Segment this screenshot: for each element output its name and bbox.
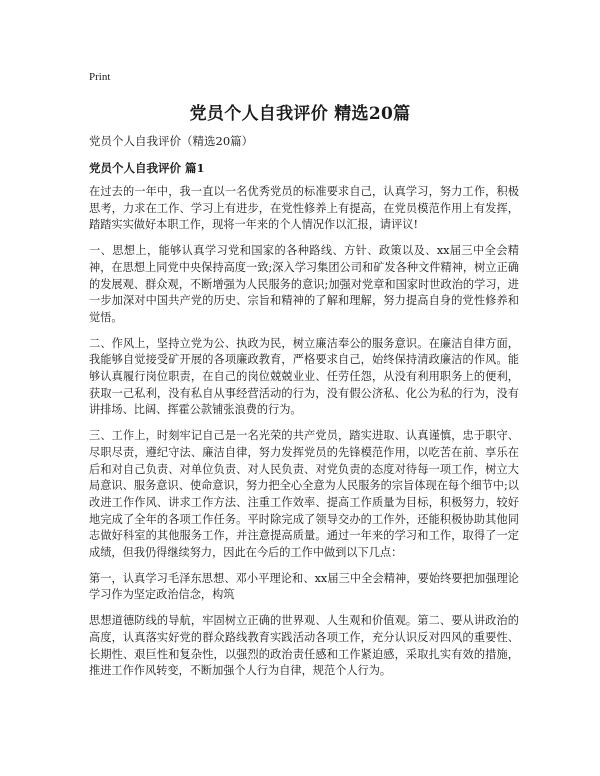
- paragraph-style: 二、作风上，坚持立党为公、执政为民，树立廉洁奉公的服务意识。在廉洁自律方面，我能够自觉接受矿开展的各项廉政教育，严格要求自己，始终保持清政廉洁的作风。能够认真履行岗位职责，在自己的岗位兢兢业业、任劳任怨，从没有利用职务上的便利，获取一己私利，没有私自从事经营活动的行为，没有假公济私、化公为私的行为，没有讲排场、比阔、挥霍公款铺张浪费的行为。: [89, 336, 519, 417]
- document-body: [89, 184, 519, 689]
- paragraph-intro: 在过去的一年中，我一直以一名优秀党员的标准要求自己，认真学习，努力工作，积极思考，力求在工作、学习上有进步，在党性修养上有提高，在党员模范作用上有发挥，踏踏实实做好本职工作，现将一年来的个人情况作以汇报，请评议!: [89, 185, 519, 232]
- page-title: 党员个人自我评价 精选20篇: [189, 104, 411, 124]
- section-heading: 党员个人自我评价 篇1: [89, 161, 205, 175]
- paragraph-first-point: 第一，认真学习毛泽东思想、邓小平理论和、xx届三中全会精神，要始终要把加强理论学习作为坚定政治信念，构筑: [89, 571, 519, 602]
- paragraph-thought: 一、思想上，能够认真学习党和国家的各种路线、方针、政策以及、xx届三中全会精神，在思想上同党中央保持高度一致;深入学习集团公司和矿发各种文件精神，树立正确的发展观、群众观，不断增强为人民服务的意识;加强对党章和国家时世政治的学习，进一步加深对中国共产党的历史、宗旨和精神的了解和理解，努力提高自身的党性修养和觉悟。: [89, 244, 519, 324]
- document-subtitle: 党员个人自我评价（精选20篇）: [89, 134, 254, 148]
- paragraph-second-point: 思想道德防线的导航，牢固树立正确的世界观、人生观和价值观。第二、要从讲政治的高度，认真落实好党的群众路线教育实践活动各项工作，充分认识反对四风的重要性、长期性、艰巨性和复杂性，以强烈的政治责任感和工作紧迫感，采取扎实有效的措施，推进工作作风转变，不断加强个人行为自律，规范个人行为。: [89, 614, 519, 678]
- print-link[interactable]: Print: [89, 71, 111, 83]
- paragraph-work: 三、工作上，时刻牢记自己是一名光荣的共产党员，踏实进取、认真谨慎，忠于职守、尽职尽责，遵纪守法、廉洁自律，努力发挥党员的先锋模范作用，以吃苦在前、享乐在后和对自己负责、对单位负责、对人民负责、对党负责的态度对待每一项工作，树立大局意识、服务意识、使命意识，努力把全心全意为人民服务的宗旨体现在每个细节中;以改进工作作风、讲求工作方法、注重工作效率、提高工作质量为目标，积极努力，较好地完成了全年的各项工作任务。平时除完成了领导交办的工作外，还能积极协助其他同志做好科室的其他服务工作，并注意提高质量。通过一年来的学习和工作，取得了一定成绩，但我仍得继续努力，因此在今后的工作中做到以下几点：: [89, 429, 519, 560]
